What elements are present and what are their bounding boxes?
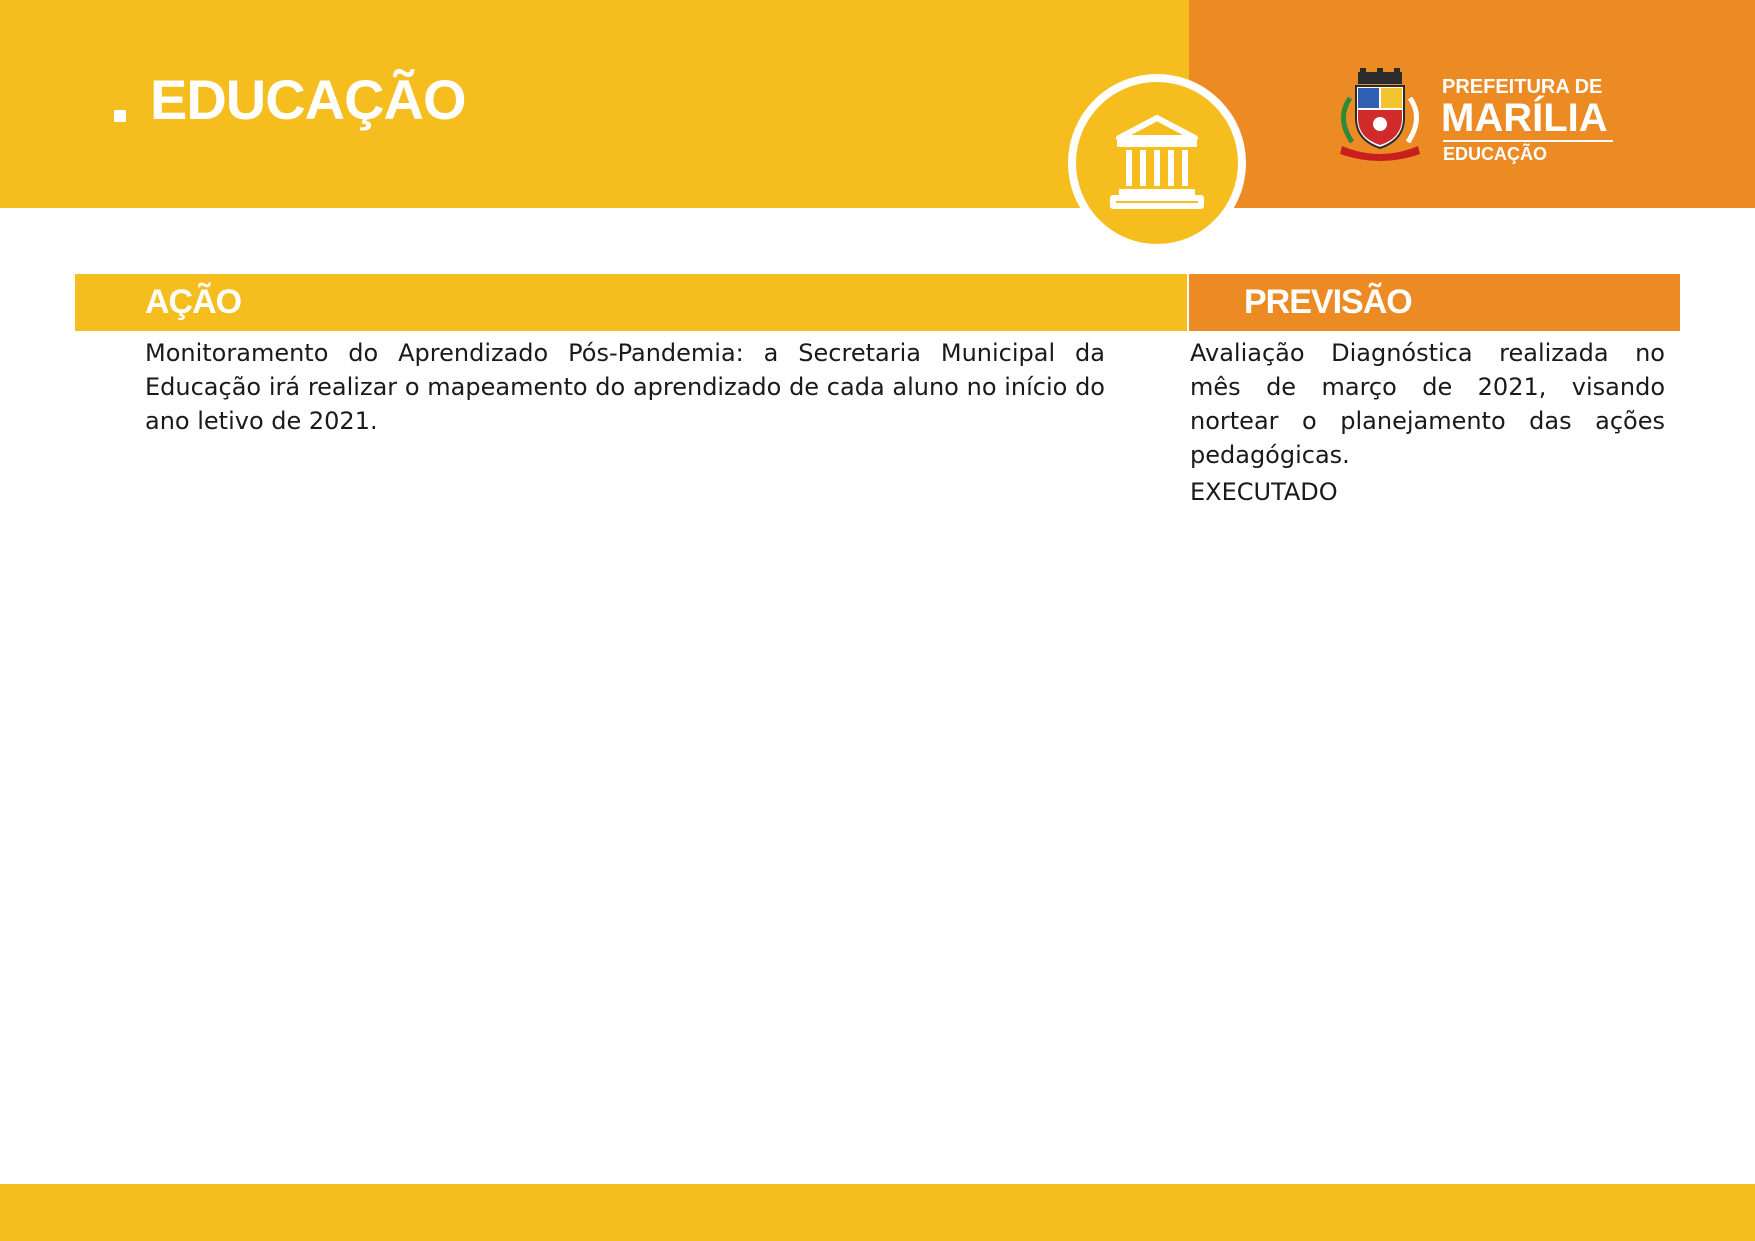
prefeitura-logo (1328, 68, 1628, 168)
logo-text-prefeitura: PREFEITURA DE (1442, 76, 1603, 98)
footer-bar (0, 1184, 1755, 1241)
column-header-previsao-label: PREVISÃO (1244, 283, 1412, 321)
emblem (1068, 74, 1246, 252)
status-label: EXECUTADO (1190, 478, 1338, 506)
logo-text-city: MARÍLIA (1441, 96, 1608, 140)
acao-cell: Monitoramento do Aprendizado Pós-Pandemia: a Secretaria Municipal da Educação irá realizar o mapeamento do aprendizado de cada aluno no início do ano letivo de 2021. (145, 339, 1105, 435)
page-title: EDUCAÇÃO (150, 68, 466, 131)
column-header-previsao (1189, 274, 1680, 331)
column-header-acao (75, 274, 1187, 331)
title-bullet (114, 110, 126, 122)
logo-text-department: EDUCAÇÃO (1443, 144, 1548, 164)
municipal-coat-of-arms-icon (1328, 68, 1432, 164)
classical-building-icon (1107, 112, 1207, 212)
column-header-acao-label: AÇÃO (145, 283, 242, 321)
logo-divider (1443, 140, 1613, 142)
previsao-cell: Avaliação Diagnóstica realizada no mês de março de 2021, visando nortear o planejamento das ações pedagógicas. (1190, 339, 1665, 469)
